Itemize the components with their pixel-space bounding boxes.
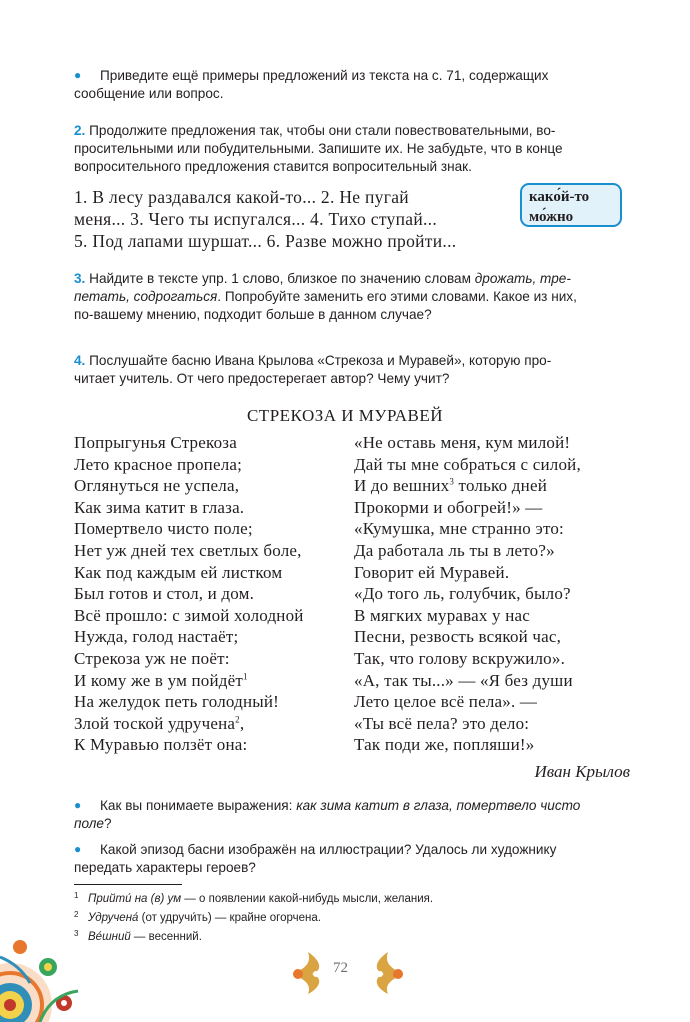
exercise-line-1: 1. В лесу раздавался какой-то... 2. Не пугай xyxy=(74,187,409,207)
poem-line: «Ты всё пела? это дело: xyxy=(354,713,530,733)
intro-line-2: сообщение или вопрос. xyxy=(74,86,224,101)
poem-line: К Муравью ползёт она: xyxy=(74,735,248,755)
poem-line: Так поди же, попляши!» xyxy=(354,735,535,755)
poem-line: Нет уж дней тех светлых боле, xyxy=(74,540,302,560)
poem-line: Да работала ль ты в лето?» xyxy=(354,540,555,560)
poem-line: Лето целое всё пела». — xyxy=(354,692,538,712)
task-3-line-2: . Попробуйте заменить его этими словами. Какое из них, xyxy=(217,289,577,304)
question-1 xyxy=(74,796,630,833)
footnote-term: Ве́шний xyxy=(88,931,131,943)
poem-line: Дай ты мне собраться с силой, xyxy=(354,454,581,474)
poem-author: Иван Крылов xyxy=(534,762,630,781)
poem-line: Оглянуться не успела, xyxy=(74,476,240,496)
task-3-line-3: по-вашему мнению, подходит больше в данном случае? xyxy=(74,307,432,322)
question-1-mark: ? xyxy=(103,816,112,831)
vocab-word-2: мо́жно xyxy=(529,209,574,225)
exercise-line-3: 5. Под лапами шуршат... 6. Разве можно пройти... xyxy=(74,231,457,251)
footnote-divider xyxy=(74,884,182,885)
bullet-marker: ● xyxy=(74,798,82,812)
poem-line: Нужда, голод настаёт; xyxy=(74,627,239,647)
question-1-italic-2: поле xyxy=(74,816,104,831)
footnote-text: — весенний. xyxy=(130,931,202,943)
footnote-1 xyxy=(74,888,433,907)
poem-line: На желудок петь голодный! xyxy=(74,692,280,712)
question-2-line-2: передать характеры героев? xyxy=(74,860,256,875)
footnote-mark: 3 xyxy=(74,929,79,938)
footnote-3 xyxy=(74,926,433,945)
poem-line: Как под каждым ей листком xyxy=(74,562,283,582)
poem-line: Помертвело чисто поле; xyxy=(74,519,253,539)
poem-line: Попрыгунья Стрекоза xyxy=(74,433,237,452)
task-3-italic-words-2: петать, содрогаться xyxy=(74,289,218,304)
poem-line: «До того ль, голубчик, было? xyxy=(354,584,571,604)
poem-line: Всё прошло: с зимой холодной xyxy=(74,605,304,625)
poem-line: Лето красное пропела; xyxy=(74,454,243,474)
poem-title: СТРЕКОЗА И МУРАВЕЙ xyxy=(246,406,444,425)
footnote-mark: 1 xyxy=(74,891,79,900)
right-page-ornament-icon xyxy=(370,950,406,996)
footnotes xyxy=(74,888,433,945)
poem-line-text: Злой тоской удручена xyxy=(74,713,236,733)
task-4-line-2: читает учитель. От чего предостерегает автор? Чему учит? xyxy=(74,371,450,386)
poem-line-text: И кому же в ум пойдёт xyxy=(74,670,244,690)
question-1-italic: как зима катит в глаза, помертвело чисто xyxy=(296,798,581,813)
exercise-line-2: меня... 3. Чего ты испугался... 4. Тихо ступай... xyxy=(74,209,438,229)
bullet-marker: ● xyxy=(74,842,82,856)
poem-line: Говорит ей Муравей. xyxy=(354,562,510,582)
poem-line: Был готов и стол, и дом. xyxy=(74,584,255,604)
footnote-term: Прийти́ на (в) ум xyxy=(88,893,182,905)
task-number: 4. xyxy=(74,353,86,368)
left-page-ornament-icon xyxy=(290,950,326,996)
footnote-ref: 2 xyxy=(235,714,240,725)
poem-line-with-footnote xyxy=(74,670,304,692)
poem-line: «А, так ты...» — «Я без души xyxy=(354,670,573,690)
poem-line: В мягких муравах у нас xyxy=(354,605,530,625)
poem-line-with-footnote xyxy=(354,475,581,497)
poem-line: «Не оставь меня, кум милой! xyxy=(354,433,571,452)
poem-right-column xyxy=(354,432,581,756)
footnote-text: — о появлении какой-нибудь мысли, желания. xyxy=(181,893,434,905)
footnote-2 xyxy=(74,907,433,926)
task-2-line-3: вопросительного предложения ставится вопросительный знак. xyxy=(74,159,472,174)
question-1-text: Как вы понимаете выражения: xyxy=(100,798,297,813)
page-number: 72 xyxy=(333,960,348,976)
poem-line-tail: только дней xyxy=(454,476,547,496)
vocabulary-box xyxy=(520,183,622,227)
footnote-text: (от удручи́ть) — крайне огорчена. xyxy=(138,912,321,924)
footnote-term: Удручена́ xyxy=(88,912,139,924)
poem-line: Так, что голову вскружило». xyxy=(354,648,566,668)
poem-line: Как зима катит в глаза. xyxy=(74,497,245,517)
vocab-word-1: како́й-то xyxy=(529,189,590,205)
footnote-mark: 2 xyxy=(74,910,79,919)
intro-line-1: Приведите ещё примеры предложений из текста на с. 71, содержащих xyxy=(100,68,549,83)
task-4-line-1: Послушайте басню Ивана Крылова «Стрекоза и Муравей», которую про- xyxy=(89,353,552,368)
bullet-marker: ● xyxy=(74,68,82,82)
poem-left-column xyxy=(74,432,304,756)
poem-line-text: И до вешних xyxy=(354,476,450,496)
task-4-instructions xyxy=(74,352,630,388)
task-2-line-2: просительными или побудительными. Запишите их. Не забудьте, что в конце xyxy=(74,141,563,156)
footnote-ref: 3 xyxy=(449,476,455,487)
intro-bullet-paragraph xyxy=(74,66,630,103)
task-2-line-1: Продолжите предложения так, чтобы они стали повествовательными, во- xyxy=(89,123,556,138)
task-2-instructions xyxy=(74,122,630,176)
floral-corner-ornament-icon xyxy=(0,895,90,1022)
task-number: 2. xyxy=(74,123,86,138)
question-2-line-1: Какой эпизод басни изображён на иллюстрации? Удалось ли художнику xyxy=(100,842,557,857)
task-3-italic-words: дрожать, тре- xyxy=(474,271,571,286)
poem-line: Стрекоза уж не поёт: xyxy=(74,648,230,668)
poem-line: Песни, резвость всякой час, xyxy=(354,627,562,647)
task-3-instructions xyxy=(74,270,630,324)
task-3-line-1: Найдите в тексте упр. 1 слово, близкое по значению словам xyxy=(89,271,475,286)
task-2-exercise xyxy=(74,186,508,252)
task-number: 3. xyxy=(74,271,86,286)
poem-line-with-footnote: Злой тоской удручена$^2$, xyxy=(74,713,245,733)
question-2 xyxy=(74,840,630,877)
poem-line: «Кумушка, мне странно это: xyxy=(354,519,564,539)
footnote-ref: 1 xyxy=(243,670,248,681)
poem-line: Прокорми и обогрей!» — xyxy=(354,497,543,517)
